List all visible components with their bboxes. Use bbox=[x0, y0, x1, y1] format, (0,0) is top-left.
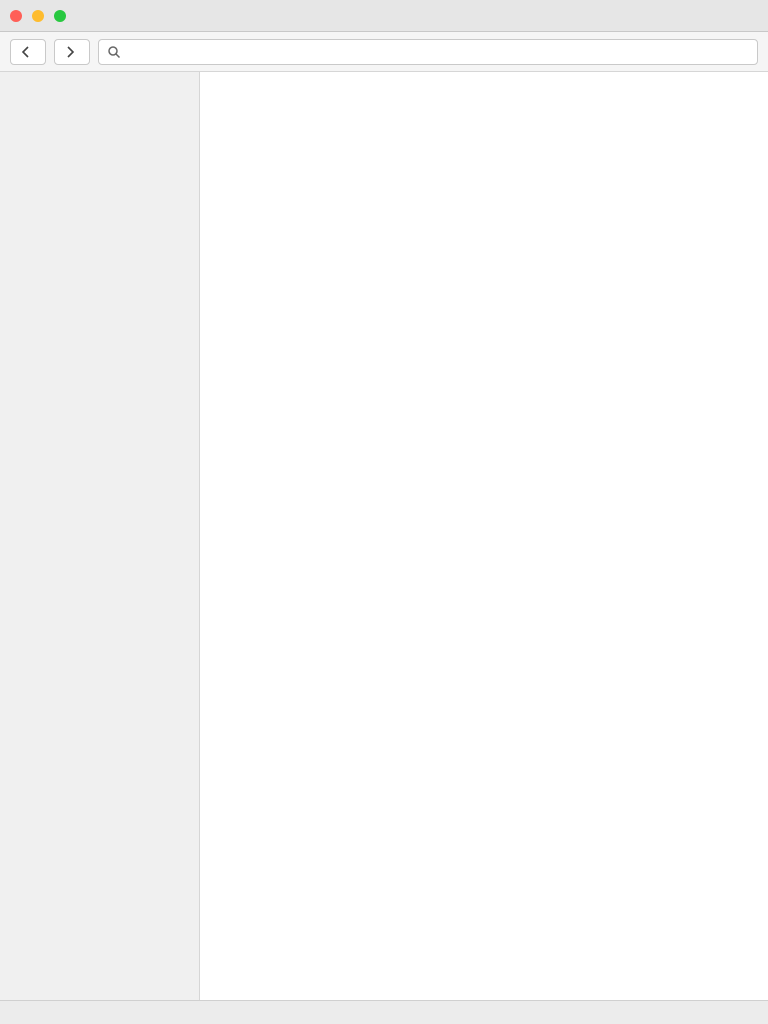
content-area bbox=[0, 72, 768, 1000]
search-input[interactable] bbox=[127, 45, 749, 59]
back-button[interactable] bbox=[10, 39, 46, 65]
toolbar bbox=[0, 32, 768, 72]
main-panel bbox=[200, 72, 768, 1000]
close-window-button[interactable] bbox=[10, 10, 22, 22]
status-bar bbox=[0, 1000, 768, 1024]
title-bar bbox=[0, 0, 768, 32]
maximize-window-button[interactable] bbox=[54, 10, 66, 22]
search-box[interactable] bbox=[98, 39, 758, 65]
forward-button[interactable] bbox=[54, 39, 90, 65]
sidebar bbox=[0, 72, 200, 1000]
minimize-window-button[interactable] bbox=[32, 10, 44, 22]
chevron-right-icon bbox=[63, 45, 77, 59]
search-icon bbox=[107, 45, 121, 59]
chevron-left-icon bbox=[19, 45, 33, 59]
